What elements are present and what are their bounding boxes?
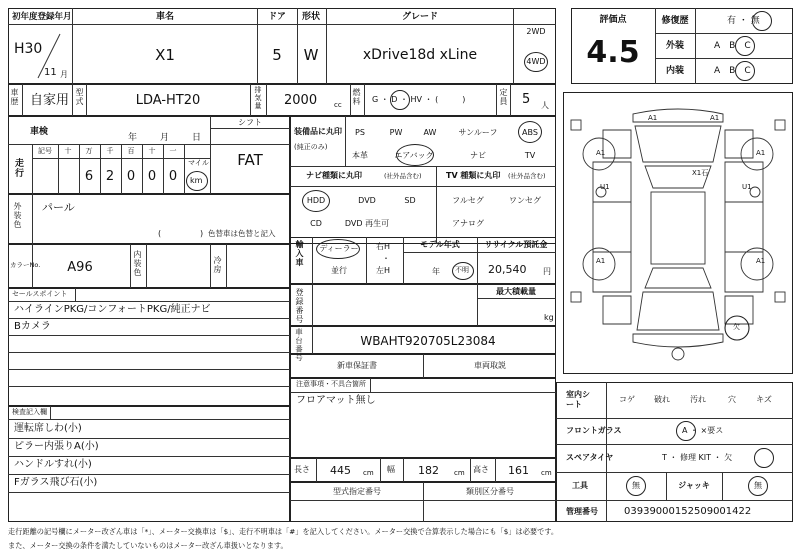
mark-a1-left-wheel: A1 (596, 149, 606, 157)
mileage-digit-4: 0 (147, 169, 157, 184)
shift-label: シフト (238, 118, 262, 127)
mark-a1-left-rear: A1 (596, 257, 606, 265)
warranty-book: 新車保証書 (337, 361, 377, 370)
digit-label-0: 十 (64, 147, 72, 155)
seat-opt-3: 穴 (728, 395, 736, 404)
chassis-label: 車台番号 (294, 328, 304, 362)
navi-title: ナビ種類に丸印 (306, 171, 362, 180)
capacity-label: 定員 (499, 88, 508, 106)
equip-aw: AW (423, 128, 437, 137)
exterior-label: 外装 (665, 41, 685, 51)
first-reg-month: 11 (44, 67, 57, 78)
category-no-label: 類別区分番号 (466, 487, 514, 496)
height-label: 高さ (473, 465, 489, 474)
equip-abs: ABS (522, 128, 538, 137)
jack-label: ジャッキ (678, 481, 710, 490)
vehicle-type: 自家用 (30, 93, 70, 108)
model-year-unit: 年 (432, 267, 440, 276)
seat-opt-2: 汚れ (690, 395, 706, 404)
model-value: LDA-HT20 (135, 93, 201, 108)
sales-point-line-0: ハイラインPKG/コンフォートPKG/純正ナビ (14, 304, 211, 315)
height-unit: cm (541, 469, 552, 477)
digit-label-1: 万 (85, 147, 93, 155)
recycle-value: 20,540 (488, 263, 527, 276)
equip-pw: PW (389, 128, 403, 137)
interior-label: 内装 (665, 66, 685, 76)
notes-text: フロアマット無し (296, 395, 376, 406)
displacement-label: 排気量 (254, 86, 262, 110)
color-value: パール (42, 201, 75, 214)
exterior-b-circle (735, 36, 755, 56)
fuel-label: 燃料 (352, 88, 361, 106)
length-unit: cm (363, 469, 374, 477)
door-count: 5 (272, 46, 282, 64)
shape-value: W (303, 46, 319, 64)
score-label: 評価点 (599, 15, 627, 25)
displacement-value: 2000 (284, 93, 318, 108)
equipment-title: 装備品に丸印 (294, 127, 342, 136)
cooler-label: 冷房 (213, 256, 222, 274)
import-left: 左H (376, 266, 391, 275)
mark-u1-right: U1 (742, 183, 752, 191)
import-label: 輸入車 (295, 240, 304, 267)
mileage-mark-label: 記号 (38, 147, 52, 155)
navi-hdd: HDD (306, 196, 326, 205)
tv-title: TV 種類に丸印 (446, 171, 501, 180)
shift-value: FAT (237, 151, 263, 169)
digit-label-2: 千 (106, 147, 114, 155)
model-year-unknown: 不明 (455, 266, 469, 274)
mark-x1-windshield: X1石 (692, 169, 709, 177)
spare-missing-circle (754, 448, 774, 468)
width-unit: cm (454, 469, 465, 477)
color-code-row (8, 244, 290, 288)
seat-opt-4: キズ (756, 395, 772, 404)
model-year-label: モデル年式 (420, 240, 460, 249)
shape-label: 形状 (301, 12, 321, 22)
max-load-unit: kg (544, 313, 554, 322)
import-right: 右H (376, 242, 391, 251)
inspector-line-1: ピラー内張りA(小) (14, 441, 99, 452)
repaint-paren-close: ) (200, 229, 204, 238)
equip-leather: 本革 (352, 151, 368, 160)
fuel-diesel-circle (390, 90, 410, 110)
tv-analog: アナログ (452, 219, 484, 228)
interior-b-circle (735, 61, 755, 81)
repaint-paren: ( (158, 229, 162, 238)
door-label: ドア (268, 12, 286, 22)
length-label: 長さ (294, 465, 310, 474)
equip-tv: TV (524, 151, 536, 160)
inspection-month: 月 (160, 133, 170, 143)
seat-opt-0: コゲ (619, 395, 635, 404)
seat-opt-1: 破れ (654, 395, 670, 404)
reg-no-label: 登録番号 (295, 288, 304, 324)
max-load-label: 最大積載量 (496, 287, 536, 296)
digit-label-4: 十 (148, 147, 156, 155)
inspector-line-3: Fガラス飛び石(小) (14, 477, 98, 488)
first-reg-year: H30 (14, 41, 43, 57)
navi-cd: CD (310, 219, 322, 228)
tv-fullseg: フルセグ (452, 196, 484, 205)
import-dot: ・ (382, 254, 390, 263)
width-label: 幅 (387, 465, 395, 474)
height-value: 161 (508, 464, 529, 477)
mark-missing: 欠 (733, 323, 740, 331)
navi-dvd-play: DVD 再生可 (344, 219, 390, 228)
car-name: X1 (155, 46, 175, 64)
mark-a1-front-2: A1 (710, 114, 720, 122)
inspection-day: 日 (192, 133, 202, 143)
grade-label: グレード (401, 12, 439, 22)
repair-none-circle (752, 11, 772, 31)
capacity-value: 5 (522, 92, 531, 107)
mileage-label: 走行 (13, 158, 23, 178)
mgmt-label: 管理番号 (566, 507, 598, 516)
mile-label: マイル (188, 159, 209, 167)
navi-sd: SD (404, 196, 416, 205)
sales-point-line-1: Bカメラ (14, 321, 51, 332)
car-diagram (563, 92, 793, 374)
footer-line-2: また、メーター交換の条件を満たしていないものはメーター改ざん車扱いとなります。 (8, 541, 288, 550)
inspection-year: 年 (128, 133, 138, 143)
type-no-label: 型式指定番号 (333, 487, 381, 496)
model-label: 型式 (75, 88, 84, 106)
inspection-label: 車検 (30, 127, 49, 137)
mileage-digit-2: 2 (105, 169, 115, 184)
equip-sunroof: サンルーフ (458, 128, 498, 137)
score-value: 4.5 (586, 35, 640, 70)
mileage-digit-3: 0 (126, 169, 136, 184)
interior-color-label: 内装色 (133, 250, 142, 277)
owner-manual: 車両取説 (474, 361, 506, 370)
mgmt-number: 03939000152509001422 (624, 506, 752, 517)
vehicle-type-label: 車歴 (10, 88, 19, 106)
repaint-note: 色替車は色替と記入 (208, 229, 276, 238)
mark-a1-right-wheel: A1 (756, 149, 766, 157)
recycle-label: リサイクル預託金 (484, 240, 548, 249)
grade-value: xDrive18d xLine (362, 47, 478, 63)
tv-oneseg: ワンセグ (509, 196, 541, 205)
inspector-line-0: 運転席しわ(小) (14, 423, 82, 434)
fuel-options: G ・ D ・ HV ・ ( ) (372, 95, 466, 104)
import-dealer: ディーラー (319, 244, 359, 253)
vehicle-type-row (8, 84, 556, 116)
mark-u1-left: U1 (600, 183, 610, 191)
inspector-line-2: ハンドルすれ(小) (14, 459, 92, 470)
navi-sub: (社外品含む) (384, 172, 422, 180)
mark-a1-right-rear: A1 (756, 257, 766, 265)
mileage-digit-1: 6 (84, 169, 94, 184)
length-value: 445 (330, 464, 351, 477)
inspector-label: 検査記入欄 (12, 408, 47, 416)
notes-box (290, 378, 556, 458)
color-label: 外装色 (13, 202, 22, 229)
exterior-options: A B C (714, 41, 751, 51)
km-label: km (190, 176, 203, 185)
equipment-subtitle: (純正のみ) (294, 143, 328, 151)
mileage-digit-5: 0 (168, 169, 178, 184)
color-code: A96 (67, 260, 93, 275)
digit-label-3: 百 (127, 147, 135, 155)
equip-ps: PS (355, 128, 365, 137)
interior-options: A B C (714, 66, 751, 76)
notes-label: 注意事項・不具合箇所 (296, 380, 366, 388)
color-code-label: カラーNo. (10, 261, 41, 269)
glass-opts: A ・ ×要ス (682, 426, 724, 435)
sales-points-label: セールスポイント (12, 290, 68, 298)
drive-2wd: 2WD (526, 27, 546, 36)
glass-label: フロントガラス (566, 426, 622, 435)
spare-opts: T ・ 修理 KIT ・ 欠 (662, 453, 733, 462)
recycle-unit: 円 (543, 267, 551, 276)
equip-airbag: エアバッグ (394, 151, 434, 160)
tools-value: 無 (632, 481, 640, 490)
import-parallel: 並行 (331, 266, 347, 275)
repair-options: 有 ・ 無 (727, 16, 760, 26)
car-name-label: 車名 (155, 12, 175, 22)
capacity-unit: 人 (541, 101, 549, 110)
digit-label-5: 一 (169, 147, 177, 155)
drive-4wd: 4WD (526, 57, 546, 66)
footer-line-1: 走行距離の記号欄にメーター改ざん車は「*」、メーター交換車は「$」、走行不明車は「#」を記入してください。メーター交換で合算表示した場合にも「$」は必要です。 (8, 527, 559, 536)
mark-a1-front-1: A1 (648, 114, 658, 122)
displacement-unit: cc (334, 101, 342, 109)
equip-navi: ナビ (470, 151, 486, 160)
tools-label: 工具 (572, 481, 588, 490)
repair-label: 修復歴 (661, 16, 689, 26)
jack-value: 無 (754, 481, 762, 490)
first-reg-month-unit: 月 (60, 70, 68, 79)
seat-label: 室内シート (566, 390, 590, 410)
navi-dvd: DVD (358, 196, 376, 205)
spare-label: スペアタイヤ (566, 453, 614, 462)
tv-sub: (社外品含む) (508, 172, 546, 180)
width-value: 182 (418, 464, 439, 477)
chassis-number: WBAHT920705L23084 (360, 334, 496, 348)
first-reg-label: 初年度登録年月 (12, 12, 72, 22)
